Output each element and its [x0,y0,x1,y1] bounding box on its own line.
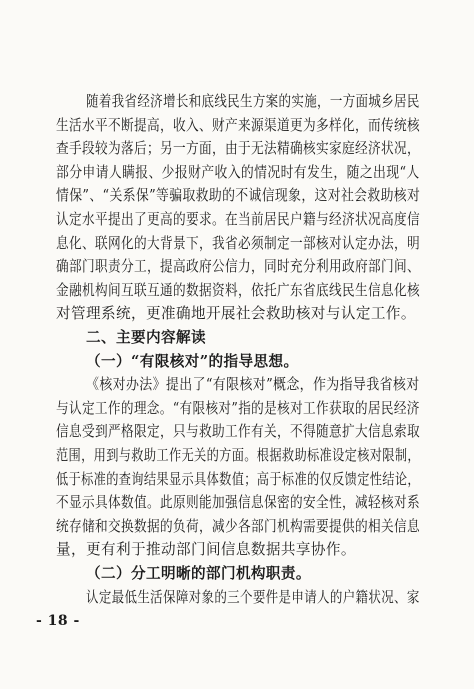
paragraph-line: 认定水平提出了更高的要求。在当前居民户籍与经济状况高度信 [56,211,420,228]
paragraph-line: 与认定工作的理念。“有限核对”指的是核对工作获取的居民经济 [56,399,420,417]
paragraph-line: 部分申请人瞒报、少报财产收入的情况时有发生，随之出现“人 [56,163,420,181]
paragraph-line: 生活水平不断提高，收入、财产来源渠道更为多样化，而传统核 [56,116,420,134]
paragraph-line: 金融机构间互联互通的数据资料，依托广东省底线民生信息化核 [56,281,420,299]
paragraph-line: 认定最低生活保障对象的三个要件是申请人的户籍状况、家 [86,588,420,606]
paragraph-line: 低于标准的查询结果显示具体数值；高于标准的仅反馈定性结论， [56,470,420,488]
subsection-heading: （一）“有限核对”的指导思想。 [86,352,299,370]
paragraph-line: 不显示具体数值。此原则能加强信息保密的安全性，减轻核对系 [56,494,420,512]
page-number: - 18 - [36,612,80,629]
paragraph-line: 统存储和交换数据的负荷，减少各部门机构需要提供的相关信息 [56,517,420,535]
paragraph-line: 随着我省经济增长和底线民生方案的实施，一方面城乡居民 [86,93,420,110]
subsection-heading: （二）分工明晰的部门机构职责。 [86,565,311,582]
paragraph-line: 息化、联网化的大背景下，我省必须制定一部核对认定办法，明 [56,234,420,252]
paragraph-line: 查手段较为落后；另一方面，由于无法精确核实家庭经济状况， [56,140,420,158]
paragraph-line: 量，更有利于推动部门间信息数据共享协作。 [56,541,356,559]
section-heading: 二、主要内容解读 [86,329,206,346]
paragraph-line: 范围，用到与救助工作无关的方面。根据救助标准设定核对限制， [56,447,420,464]
paragraph-line: 对管理系统，更准确地开展社会救助核对与认定工作。 [56,305,416,323]
paragraph-line: 情保”、“关系保”等骗取救助的不诚信现象，这对社会救助核对 [56,187,421,205]
paragraph-line: 确部门职责分工，提高政府公信力，同时充分利用政府部门间、 [56,258,420,276]
paragraph-line: 信息受到严格限定，只与救助工作有关，不得随意扩大信息索取 [56,423,420,441]
paragraph-line: 《核对办法》提出了“有限核对”概念，作为指导我省核对 [86,376,420,394]
